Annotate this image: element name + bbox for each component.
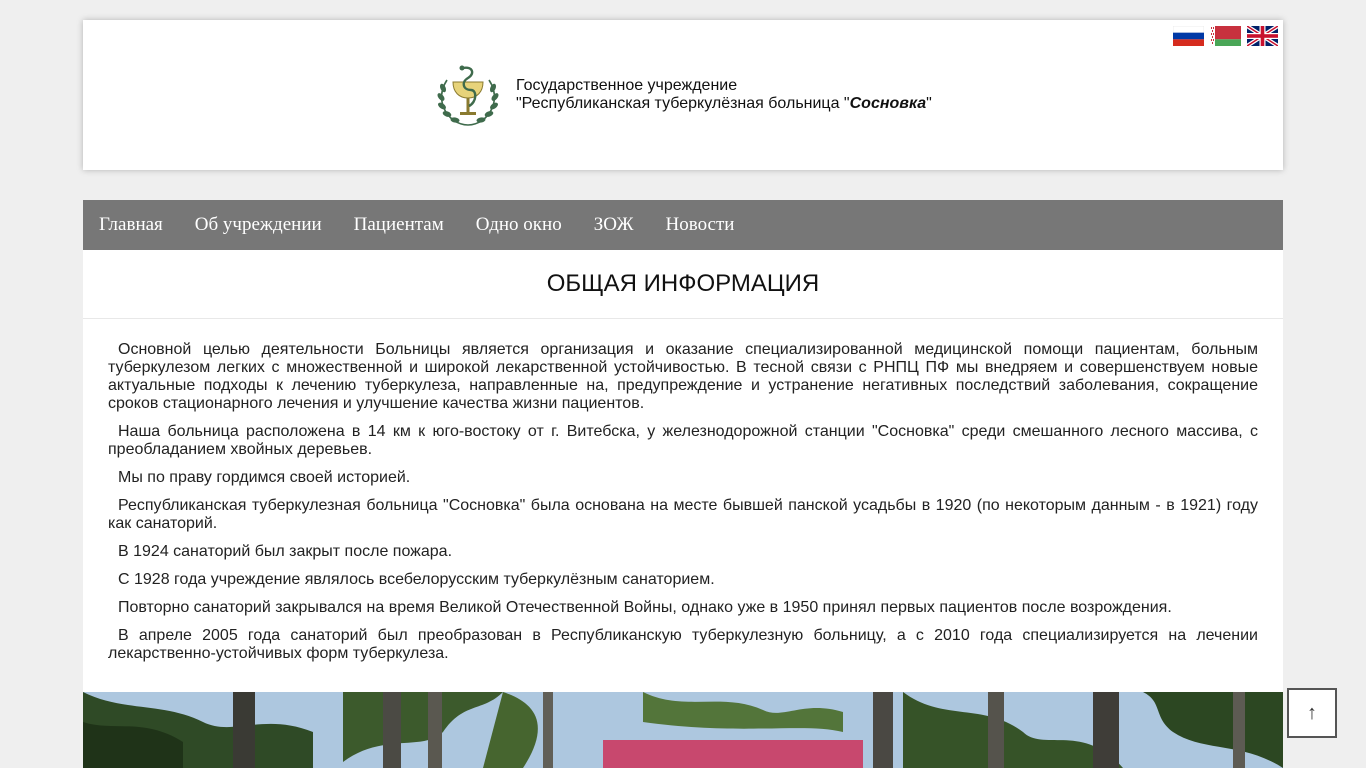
article-paragraph: Основной целью деятельности Больницы является организация и оказание специализированной медицинской помощи пациентам, больным туберкулезом легких с множественной и широкой лекарственной устойчивостью. В тесной связи с РНПЦ ПФ мы внедряем и совершенствуем новые актуальные подходы к лечению туберкулеза, направленные на, предупреждение и устранение негативных последствий заболевания, сокращение сроков стационарного лечения и улучшение качества жизни пациентов. — [108, 341, 1258, 412]
belarus-flag-icon[interactable] — [1210, 26, 1241, 46]
nav-item-news[interactable]: Новости — [665, 214, 735, 235]
article-paragraph: С 1928 года учреждение являлось всебелорусским туберкулёзным санаторием. — [118, 571, 715, 588]
nav-item-healthy-lifestyle[interactable]: ЗОЖ — [593, 214, 634, 235]
site-title-suffix: " — [926, 95, 932, 112]
russia-flag-icon[interactable] — [1173, 26, 1204, 46]
page-title: ОБЩАЯ ИНФОРМАЦИЯ — [83, 250, 1283, 319]
site-brand[interactable] — [433, 62, 932, 128]
nav-item-one-window[interactable]: Одно окно — [475, 214, 562, 235]
site-header — [83, 20, 1283, 170]
main-nav — [83, 200, 1283, 250]
nav-item-home[interactable]: Главная — [99, 214, 163, 235]
article-body — [83, 319, 1283, 663]
site-title-line2 — [516, 95, 932, 113]
language-switcher — [1173, 26, 1278, 46]
article-paragraph: В 1924 санаторий был закрыт после пожара. — [118, 543, 453, 560]
article-paragraph: В апреле 2005 года санаторий был преобразован в Республиканскую туберкулезную больницу, а с 2010 года специализируется на лечении лекарственно-устойчивых форм туберкулеза. — [108, 627, 1258, 662]
article-paragraph: Наша больница расположена в 14 км к юго-востоку от г. Витебска, у железнодорожной станции "Сосновка" среди смешанного лесного массива, с преобладанием хвойных деревьев. — [108, 423, 1258, 458]
article-paragraph: Республиканская туберкулезная больница "Сосновка" была основана на месте бывшей панской усадьбы в 1920 (по некоторым данным - в 1921) году как санаторий. — [108, 497, 1258, 532]
main-content — [83, 250, 1283, 768]
site-title — [516, 77, 932, 113]
article-paragraph: Повторно санаторий закрывался на время Великой Отечественной Войны, однако уже в 1950 принял первых пациентов после возрождения. — [118, 599, 1172, 616]
site-title-name: Сосновка — [849, 95, 927, 112]
uk-flag-icon[interactable] — [1247, 26, 1278, 46]
nav-item-about[interactable]: Об учреждении — [194, 214, 322, 235]
scroll-to-top-button[interactable]: ↑ — [1287, 688, 1337, 738]
nav-item-patients[interactable]: Пациентам — [353, 214, 444, 235]
bowl-of-hygieia-icon — [433, 62, 503, 128]
site-title-line1: Государственное учреждение — [516, 77, 738, 94]
hospital-photo — [83, 692, 1283, 768]
site-title-prefix: "Республиканская туберкулёзная больница " — [516, 95, 850, 112]
article-paragraph: Мы по праву гордимся своей историей. — [118, 469, 411, 486]
